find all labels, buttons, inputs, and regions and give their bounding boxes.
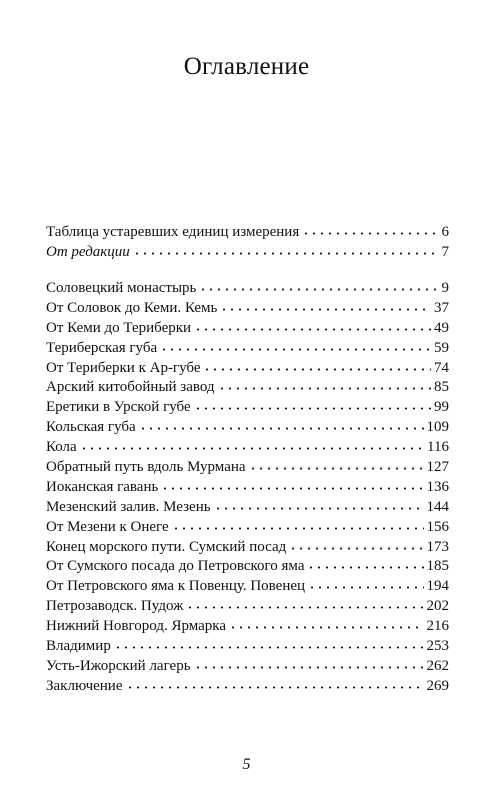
toc-entry	[46, 396, 449, 416]
toc-entry	[46, 476, 449, 496]
toc-leader-dots	[194, 317, 431, 332]
toc-leader-dots	[249, 456, 424, 471]
toc-entry-title: От Териберки к Ар-губе	[46, 359, 201, 376]
toc-entry-title: От Кеми до Териберки	[46, 319, 192, 336]
toc-entry	[46, 555, 449, 575]
toc-entry-page: 37	[434, 299, 449, 316]
toc-entry-title: Владимир	[46, 638, 111, 655]
toc-entry-page: 156	[426, 518, 449, 535]
toc-entry	[46, 675, 449, 695]
toc-entry	[46, 595, 449, 615]
toc-entry	[46, 516, 449, 536]
toc-entry-page: 269	[426, 677, 449, 694]
toc-entry-page: 216	[426, 618, 449, 635]
toc-entry-page: 173	[426, 538, 449, 555]
toc-leader-dots	[80, 436, 424, 451]
toc-leader-dots	[114, 635, 424, 650]
toc-leader-dots	[289, 536, 423, 551]
toc-entry	[46, 337, 449, 357]
toc-leader-dots	[172, 516, 424, 531]
toc-entry	[46, 277, 449, 297]
toc-entry-page: 116	[427, 439, 449, 456]
toc-leader-dots	[161, 476, 423, 491]
toc-entry-page: 74	[434, 359, 449, 376]
toc-entry-title: От Мезени к Онеге	[46, 518, 169, 535]
toc-leader-dots	[229, 615, 424, 630]
toc-entry-page: 202	[426, 598, 449, 615]
toc-entry-page: 185	[426, 558, 449, 575]
toc-entry-page: 109	[426, 419, 449, 436]
toc-entry-page: 59	[434, 339, 449, 356]
toc-leader-dots	[160, 337, 431, 352]
toc-entry-page: 127	[426, 459, 449, 476]
toc-leader-dots	[302, 221, 438, 236]
toc-entry-title: Мезенский залив. Мезень	[46, 498, 211, 515]
toc-entry-title: Кола	[46, 439, 77, 456]
toc-entry-title: Обратный путь вдоль Мурмана	[46, 459, 246, 476]
toc-entry	[46, 376, 449, 396]
toc-entry-title: Иоканская гавань	[46, 478, 159, 495]
page-title: Оглавление	[183, 53, 310, 80]
toc-entry-title: От Сумского посада до Петровского яма	[46, 558, 305, 575]
toc-entry-page: 99	[434, 399, 449, 416]
toc-leader-dots	[194, 655, 424, 670]
toc-entry	[46, 615, 449, 635]
toc-entry	[46, 655, 449, 675]
toc-leader-dots	[199, 277, 438, 292]
toc-entry	[46, 317, 449, 337]
toc-entry	[46, 416, 449, 436]
toc-entry	[46, 221, 449, 241]
toc-entry	[46, 241, 449, 261]
toc-intro-list	[46, 221, 449, 261]
toc-entry-page: 144	[426, 498, 449, 515]
toc-entry-title: Соловецкий монастырь	[46, 280, 197, 296]
toc-entry-title: От Петровского яма к Повенцу. Повенец	[46, 578, 306, 595]
toc-entry-title: От Соловок до Кеми. Кемь	[46, 299, 218, 316]
toc-entry	[46, 635, 449, 655]
toc-entry-page: 253	[426, 638, 449, 655]
toc-leader-dots	[203, 357, 431, 372]
toc-leader-dots	[220, 297, 431, 312]
toc-entry	[46, 536, 449, 556]
toc-entry-page: 85	[434, 379, 449, 396]
toc-leader-dots	[186, 595, 423, 610]
toc-chapter-list	[46, 277, 449, 695]
toc-entry-page: 262	[426, 657, 449, 674]
page-number: 5	[242, 756, 251, 773]
toc-entry	[46, 575, 449, 595]
toc-entry-page: 6	[441, 224, 449, 240]
toc-entry	[46, 297, 449, 317]
toc-entry	[46, 436, 449, 456]
toc-entry-page: 49	[434, 319, 449, 336]
toc-leader-dots	[214, 496, 424, 511]
toc-entry-title: От редакции	[46, 243, 130, 260]
toc-entry-title: Конец морского пути. Сумский посад	[46, 538, 287, 555]
toc-entry-page: 7	[441, 243, 449, 260]
toc-entry-title: Заключение	[46, 677, 123, 694]
toc-entry-title: Еретики в Урской губе	[46, 399, 191, 416]
toc-entry-title: Усть-Ижорский лагерь	[46, 657, 191, 674]
toc-leader-dots	[307, 555, 423, 570]
toc-entry-page: 9	[441, 280, 449, 296]
toc-leader-dots	[133, 241, 439, 256]
toc-entry-page: 136	[426, 478, 449, 495]
toc-leader-dots	[139, 416, 424, 431]
toc-entry-title: Нижний Новгород. Ярмарка	[46, 618, 226, 635]
toc-entry	[46, 496, 449, 516]
toc-leader-dots	[194, 396, 431, 411]
toc-entry-title: Териберская губа	[46, 339, 158, 356]
toc-entry-page: 194	[426, 578, 449, 595]
toc-leader-dots	[218, 376, 431, 391]
toc-leader-dots	[126, 675, 424, 690]
toc-entry-title: Кольская губа	[46, 419, 136, 436]
toc-entry	[46, 456, 449, 476]
toc-entry-title: Арский китобойный завод	[46, 379, 215, 396]
toc-leader-dots	[308, 575, 423, 590]
toc-entry-title: Таблица устаревших единиц измерения	[46, 224, 300, 240]
toc-entry	[46, 357, 449, 377]
toc-entry-title: Петрозаводск. Пудож	[46, 598, 184, 615]
